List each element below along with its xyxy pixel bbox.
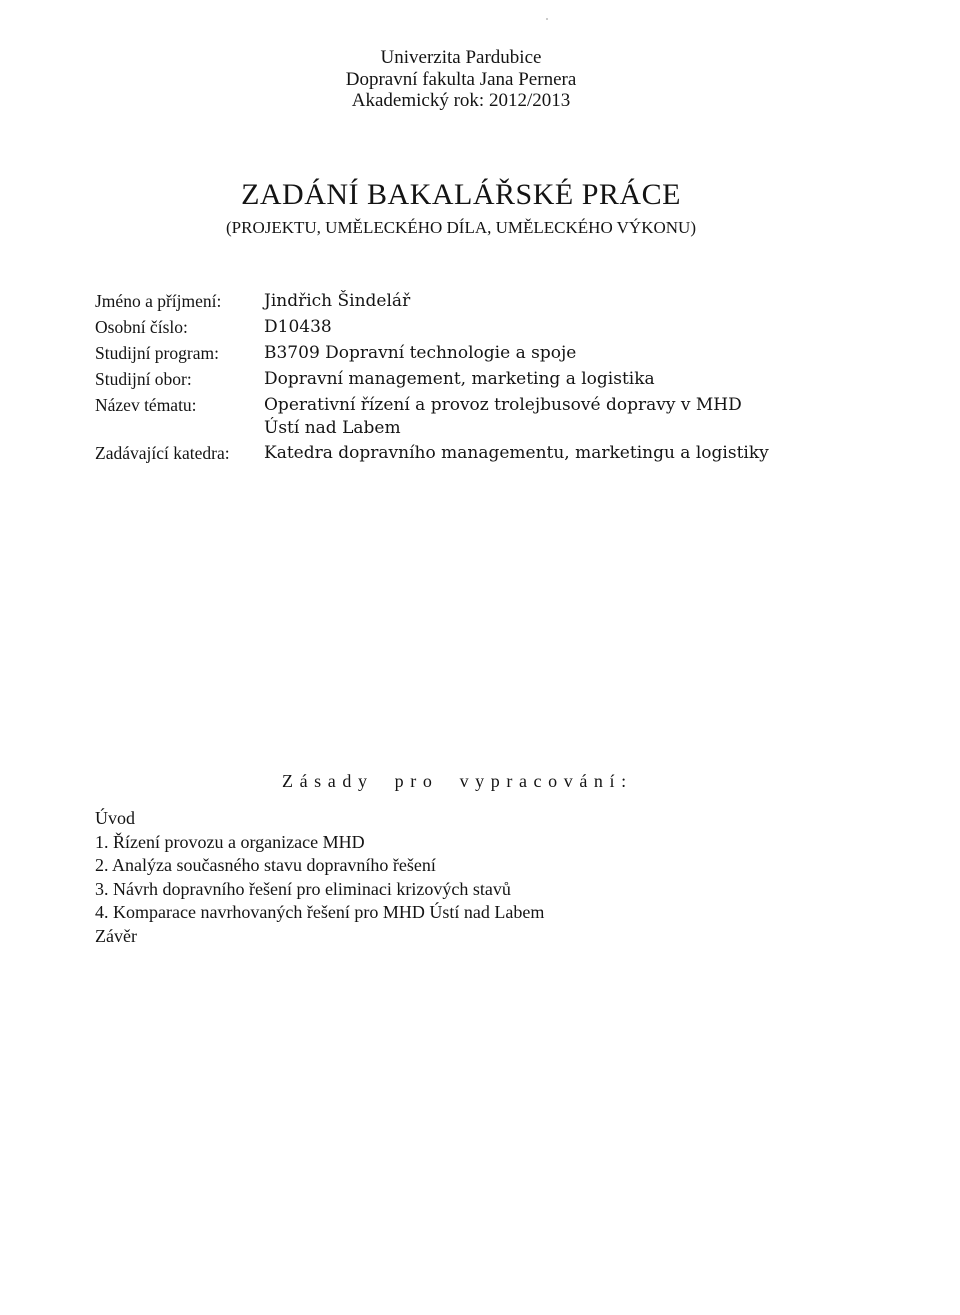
name-label: Jméno a příjmení: <box>95 291 222 311</box>
outline-item: Úvod <box>95 808 135 828</box>
document-header <box>0 47 922 112</box>
university-name: Univerzita Pardubice <box>380 47 542 68</box>
info-row-topic <box>95 392 915 440</box>
document-title: ZADÁNÍ BAKALÁŘSKÉ PRÁCE <box>241 178 681 211</box>
id-label: Osobní číslo: <box>95 317 188 337</box>
principles-heading: Zásady pro vypracování: <box>282 771 633 791</box>
info-row-id <box>95 314 915 340</box>
program-label: Studijní program: <box>95 343 219 363</box>
program-value: B3709 Dopravní technologie a spoje <box>264 343 577 363</box>
topic-value-line1: Operativní řízení a provoz trolejbusové dopravy v MHD <box>264 395 742 415</box>
academic-year: Akademický rok: 2012/2013 <box>351 90 571 111</box>
outline-item: 2. Analýza současného stavu dopravního řešení <box>95 855 436 875</box>
student-info-table <box>95 288 915 466</box>
department-label: Zadávající katedra: <box>95 443 230 463</box>
document-subtitle: (PROJEKTU, UMĚLECKÉHO DÍLA, UMĚLECKÉHO VÝKONU) <box>226 218 696 237</box>
scan-speck <box>546 18 548 20</box>
outline-item: 4. Komparace navrhovaných řešení pro MHD Ústí nad Labem <box>95 902 545 922</box>
info-row-field <box>95 366 915 392</box>
info-row-department <box>95 440 915 466</box>
info-row-program <box>95 340 915 366</box>
topic-value <box>264 392 915 440</box>
outline-item: 1. Řízení provozu a organizace MHD <box>95 831 365 852</box>
outline-list <box>95 807 795 948</box>
field-label: Studijní obor: <box>95 369 192 389</box>
topic-value-line2: Ústí nad Labem <box>264 418 401 438</box>
department-value: Katedra dopravního managementu, marketingu a logistiky <box>264 443 769 463</box>
id-value: D10438 <box>264 317 332 337</box>
outline-item: 3. Návrh dopravního řešení pro eliminaci krizových stavů <box>95 878 511 899</box>
faculty-name: Dopravní fakulta Jana Pernera <box>345 68 577 90</box>
outline-item: Závěr <box>95 925 137 946</box>
name-value: Jindřich Šindelář <box>264 291 411 311</box>
field-value: Dopravní management, marketing a logistika <box>264 369 655 389</box>
info-row-name <box>95 288 915 314</box>
topic-label: Název tématu: <box>95 395 197 415</box>
